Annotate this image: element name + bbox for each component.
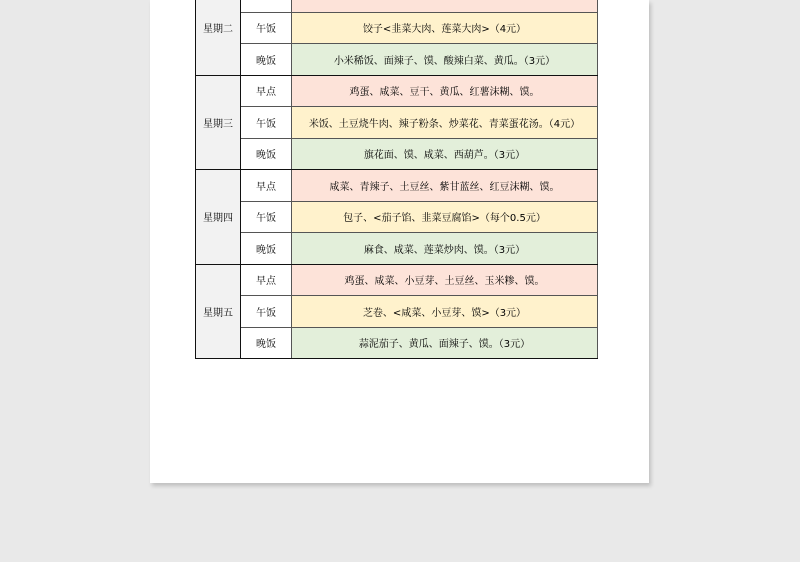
day-cell: 星期四 xyxy=(196,170,241,265)
dishes-cell: 鸡蛋、咸菜、豆干、黄瓜、红薯沫糊、馍。 xyxy=(292,75,598,107)
dishes-cell xyxy=(292,0,598,12)
table-row xyxy=(196,233,598,265)
dishes-cell: 鸡蛋、咸菜、小豆芽、土豆丝、玉米糁、馍。 xyxy=(292,264,598,296)
meal-cell: 晚饭 xyxy=(241,44,292,76)
dishes-cell: 旗花面、馍、咸菜、西葫芦。（3元） xyxy=(292,138,598,170)
dishes-cell: 米饭、土豆烧牛肉、辣子粉条、炒菜花、青菜蛋花汤。（4元） xyxy=(292,107,598,139)
table-row xyxy=(196,327,598,359)
meal-cell: 早点 xyxy=(241,264,292,296)
table-row xyxy=(196,296,598,328)
day-cell: 星期五 xyxy=(196,264,241,359)
table-row xyxy=(196,44,598,76)
meal-cell: 晚饭 xyxy=(241,233,292,265)
dishes-cell: 包子、<茄子馅、韭菜豆腐馅>（每个0.5元） xyxy=(292,201,598,233)
dishes-cell: 咸菜、青辣子、土豆丝、紫甘蓝丝、红豆沫糊、馍。 xyxy=(292,170,598,202)
table-row xyxy=(196,12,598,44)
meal-cell: 晚饭 xyxy=(241,138,292,170)
meal-cell xyxy=(241,0,292,12)
meal-cell: 午饭 xyxy=(241,12,292,44)
table-row xyxy=(196,0,598,12)
weekly-menu-table xyxy=(195,0,598,359)
table-row xyxy=(196,264,598,296)
table-row xyxy=(196,201,598,233)
meal-cell: 午饭 xyxy=(241,107,292,139)
meal-cell: 午饭 xyxy=(241,296,292,328)
dishes-cell: 饺子<韭菜大肉、莲菜大肉>（4元） xyxy=(292,12,598,44)
dishes-cell: 芝卷、<咸菜、小豆芽、馍>（3元） xyxy=(292,296,598,328)
table-row xyxy=(196,138,598,170)
table-row xyxy=(196,75,598,107)
meal-cell: 午饭 xyxy=(241,201,292,233)
dishes-cell: 小米稀饭、面辣子、馍、酸辣白菜、黄瓜。（3元） xyxy=(292,44,598,76)
table-row xyxy=(196,170,598,202)
meal-cell: 早点 xyxy=(241,170,292,202)
meal-cell: 早点 xyxy=(241,75,292,107)
dishes-cell: 麻食、咸菜、莲菜炒肉、馍。（3元） xyxy=(292,233,598,265)
day-cell: 星期二 xyxy=(196,0,241,75)
table-row xyxy=(196,107,598,139)
dishes-cell: 蒜泥茄子、黄瓜、面辣子、馍。（3元） xyxy=(292,327,598,359)
day-cell: 星期三 xyxy=(196,75,241,170)
meal-cell: 晚饭 xyxy=(241,327,292,359)
